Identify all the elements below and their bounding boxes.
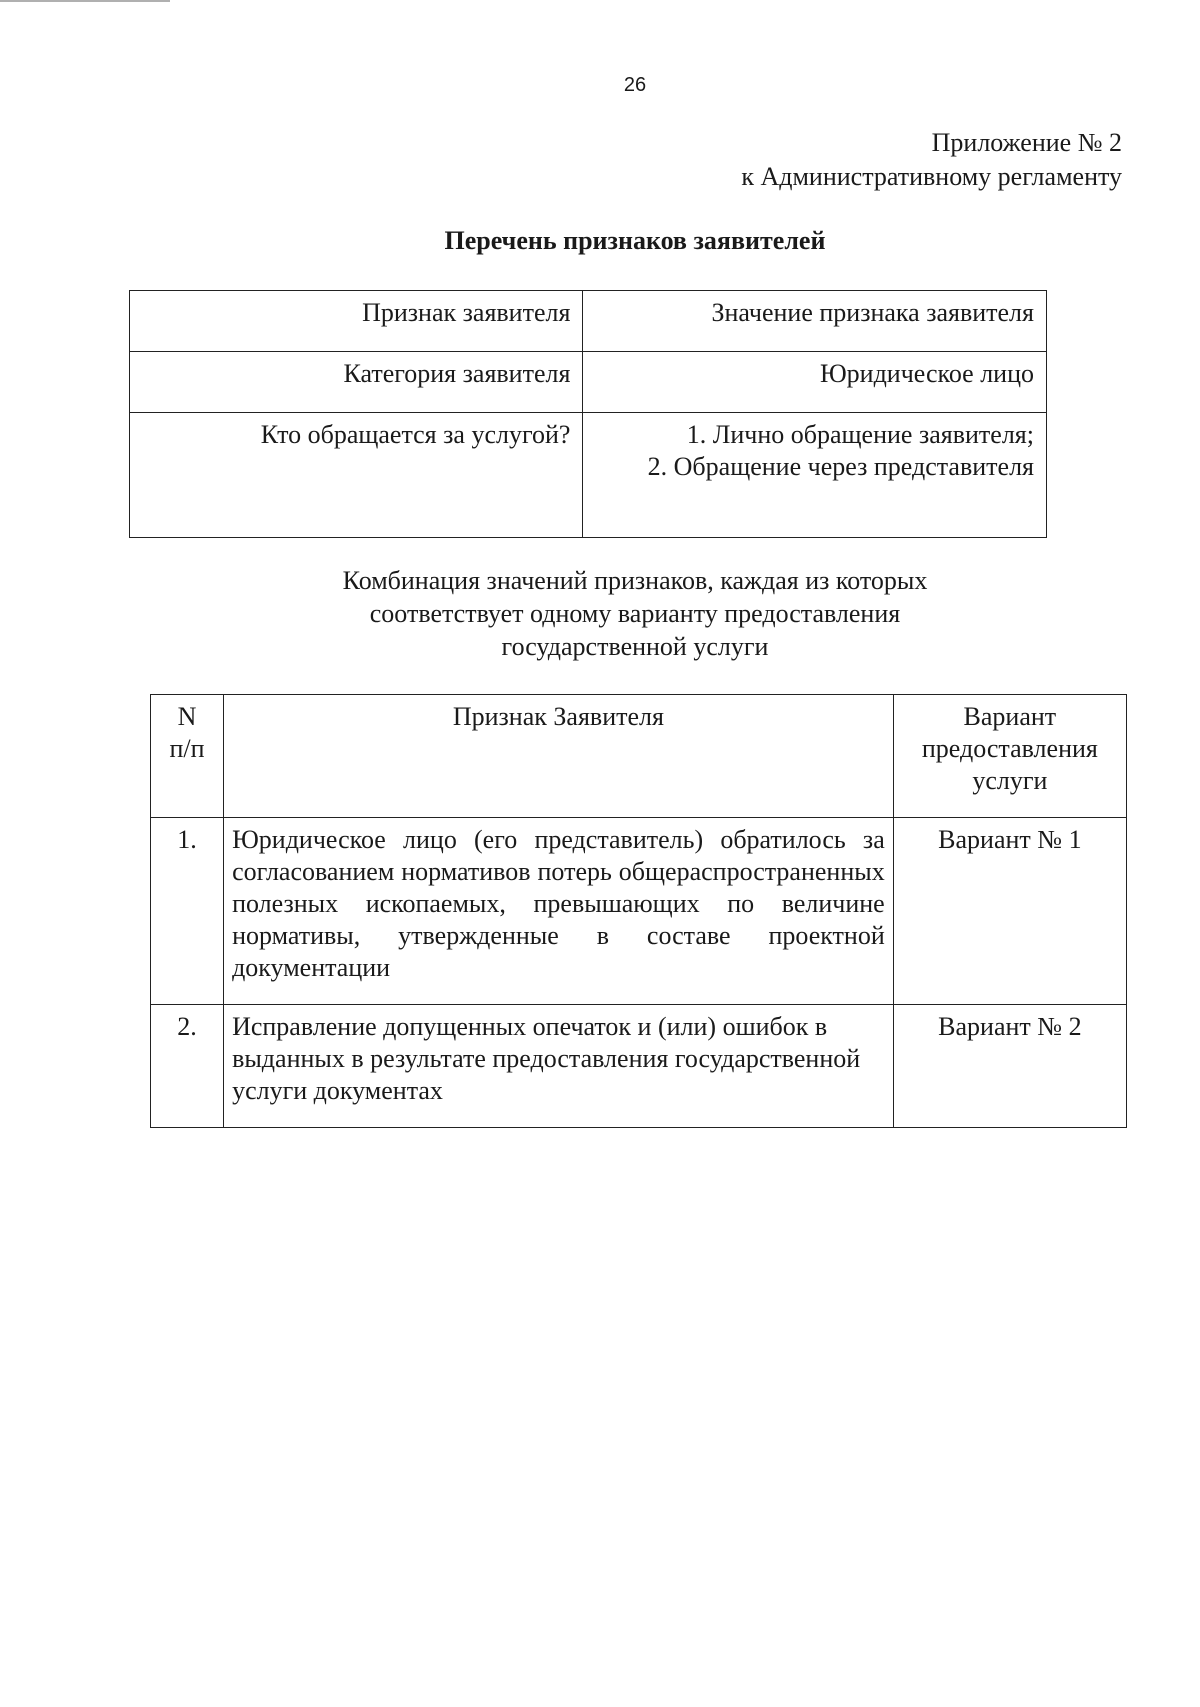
page-number: 26 [623,74,647,96]
cell-applicant-sign: Юридическое лицо (его представитель) обратилось за согласованием нормативов потерь общераспространенных полезных ископаемых, превышающих по величине нормативы, утвержденные в составе проектной документации [224,818,894,1005]
combination-heading-line-3: государственной услуги [501,632,769,661]
table-row [151,818,1127,1005]
header-variant [893,695,1126,818]
combination-heading-line-1: Комбинация значений признаков, каждая из которых [342,566,928,595]
value-line: 2. Обращение через представителя [647,452,1034,481]
header-number-line: п/п [169,734,205,763]
cell-sign-value [583,413,1047,538]
cell-applicant-sign: Исправление допущенных опечаток и (или) ошибок в выданных в результате предоставления государственной услуги документах [224,1005,894,1128]
header-variant-line: предоставления [921,734,1098,763]
value-line: 1. Лично обращение заявителя; [686,420,1034,449]
cell-variant: Вариант № 1 [893,818,1126,1005]
applicant-signs-heading: Перечень признаков заявителей [444,226,826,255]
header-number [151,695,224,818]
table-row [130,352,1047,413]
header-sign: Признак заявителя [130,291,583,352]
cell-sign: Кто обращается за услугой? [130,413,583,538]
appendix-caption [741,126,1122,194]
header-variant-line: услуги [972,766,1048,795]
header-number-line: N [177,702,197,731]
cell-sign-value: Юридическое лицо [583,352,1047,413]
table-header-row [130,291,1047,352]
appendix-line-1: Приложение № 2 [931,128,1122,157]
table-header-row [151,695,1127,818]
table-row [130,413,1047,538]
cell-sign: Категория заявителя [130,352,583,413]
cell-number: 2. [151,1005,224,1128]
combination-heading [0,564,1200,663]
table-row [151,1005,1127,1128]
service-variants-table [150,694,1127,1128]
scan-edge-mark [0,0,170,2]
header-sign-value: Значение признака заявителя [583,291,1047,352]
appendix-line-2: к Административному регламенту [741,162,1122,191]
header-applicant-sign: Признак Заявителя [224,695,894,818]
cell-variant: Вариант № 2 [893,1005,1126,1128]
combination-heading-line-2: соответствует одному варианту предоставления [369,599,901,628]
header-variant-line: Вариант [963,702,1057,731]
cell-number: 1. [151,818,224,1005]
applicant-signs-table [129,290,1047,538]
